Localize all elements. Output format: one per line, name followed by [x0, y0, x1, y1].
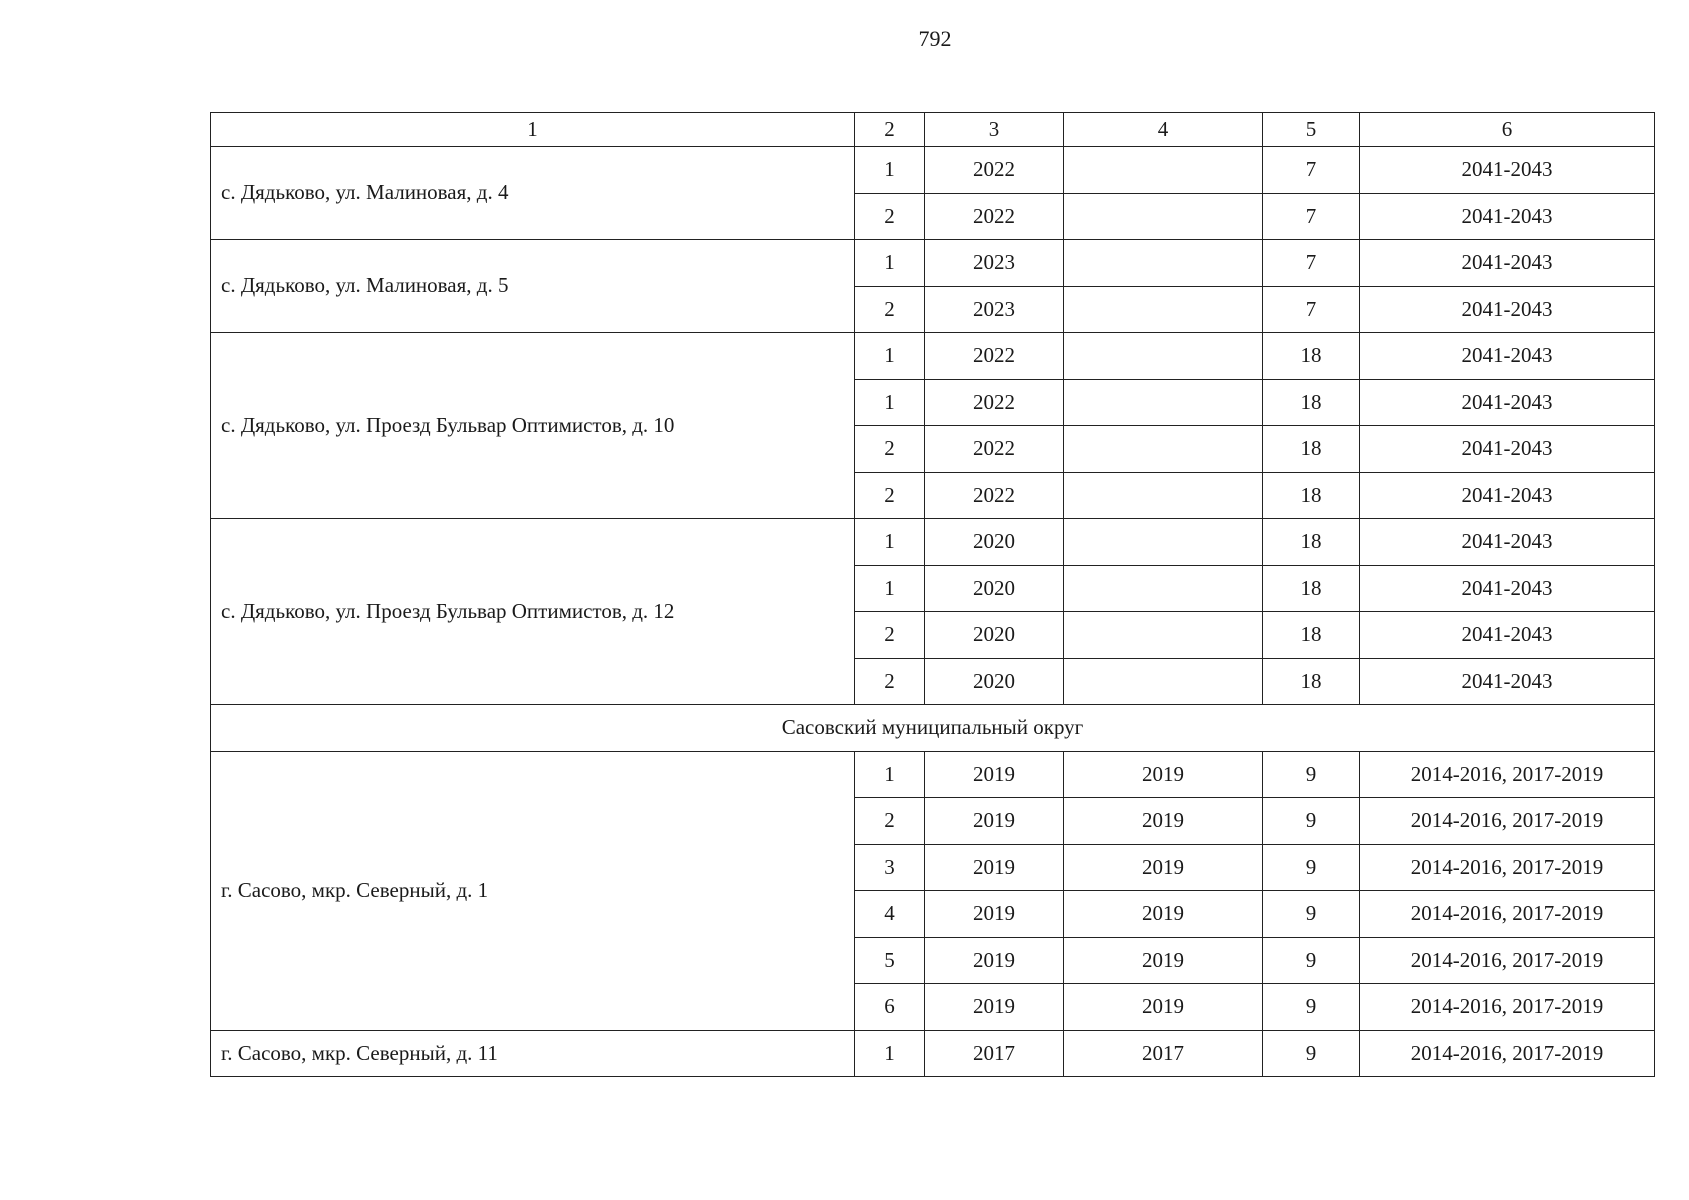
header-cell: 4 — [1064, 113, 1263, 147]
year-cell: 2023 — [925, 240, 1064, 287]
floors-cell: 9 — [1263, 984, 1360, 1031]
table-row — [211, 1030, 1655, 1077]
floors-cell: 9 — [1263, 844, 1360, 891]
entrance-cell: 1 — [855, 751, 925, 798]
period-cell: 2041-2043 — [1360, 472, 1655, 519]
address-cell: с. Дядьково, ул. Проезд Бульвар Оптимистов, д. 12 — [211, 519, 855, 705]
year-done-cell — [1064, 426, 1263, 473]
entrance-cell: 2 — [855, 193, 925, 240]
year-done-cell — [1064, 147, 1263, 194]
address-cell: г. Сасово, мкр. Северный, д. 1 — [211, 751, 855, 1030]
page-number — [0, 26, 1689, 52]
entrance-cell: 5 — [855, 937, 925, 984]
floors-cell: 9 — [1263, 751, 1360, 798]
table-body — [211, 113, 1655, 1077]
floors-cell: 7 — [1263, 193, 1360, 240]
floors-cell: 7 — [1263, 147, 1360, 194]
year-done-cell — [1064, 379, 1263, 426]
period-cell: 2041-2043 — [1360, 658, 1655, 705]
floors-cell: 9 — [1263, 798, 1360, 845]
year-cell: 2019 — [925, 937, 1064, 984]
address-cell: г. Сасово, мкр. Северный, д. 11 — [211, 1030, 855, 1077]
header-cell: 2 — [855, 113, 925, 147]
year-done-cell: 2017 — [1064, 1030, 1263, 1077]
address-cell: с. Дядьково, ул. Малиновая, д. 4 — [211, 147, 855, 240]
floors-cell: 18 — [1263, 519, 1360, 566]
period-cell: 2041-2043 — [1360, 333, 1655, 380]
period-cell: 2014-2016, 2017-2019 — [1360, 798, 1655, 845]
period-cell: 2041-2043 — [1360, 286, 1655, 333]
data-table — [210, 112, 1655, 1077]
floors-cell: 18 — [1263, 426, 1360, 473]
section-title: Сасовский муниципальный округ — [211, 705, 1655, 752]
table-row — [211, 240, 1655, 287]
period-cell: 2014-2016, 2017-2019 — [1360, 937, 1655, 984]
entrance-cell: 2 — [855, 658, 925, 705]
floors-cell: 9 — [1263, 937, 1360, 984]
entrance-cell: 1 — [855, 519, 925, 566]
period-cell: 2014-2016, 2017-2019 — [1360, 844, 1655, 891]
page-number-text: 792 — [918, 26, 952, 51]
section-row — [211, 705, 1655, 752]
year-cell: 2022 — [925, 333, 1064, 380]
period-cell: 2041-2043 — [1360, 147, 1655, 194]
address-cell: с. Дядьково, ул. Проезд Бульвар Оптимистов, д. 10 — [211, 333, 855, 519]
period-cell: 2041-2043 — [1360, 379, 1655, 426]
year-done-cell — [1064, 612, 1263, 659]
entrance-cell: 3 — [855, 844, 925, 891]
table-row — [211, 147, 1655, 194]
year-done-cell — [1064, 565, 1263, 612]
year-cell: 2023 — [925, 286, 1064, 333]
year-cell: 2019 — [925, 798, 1064, 845]
year-done-cell: 2019 — [1064, 937, 1263, 984]
table-row — [211, 751, 1655, 798]
period-cell: 2041-2043 — [1360, 565, 1655, 612]
floors-cell: 18 — [1263, 658, 1360, 705]
year-done-cell: 2019 — [1064, 798, 1263, 845]
period-cell: 2041-2043 — [1360, 519, 1655, 566]
year-done-cell: 2019 — [1064, 751, 1263, 798]
floors-cell: 18 — [1263, 472, 1360, 519]
address-cell: с. Дядьково, ул. Малиновая, д. 5 — [211, 240, 855, 333]
entrance-cell: 1 — [855, 147, 925, 194]
year-done-cell — [1064, 658, 1263, 705]
entrance-cell: 1 — [855, 565, 925, 612]
period-cell: 2014-2016, 2017-2019 — [1360, 751, 1655, 798]
year-done-cell — [1064, 472, 1263, 519]
year-cell: 2017 — [925, 1030, 1064, 1077]
year-done-cell — [1064, 333, 1263, 380]
header-cell: 1 — [211, 113, 855, 147]
year-cell: 2019 — [925, 984, 1064, 1031]
floors-cell: 7 — [1263, 240, 1360, 287]
floors-cell: 9 — [1263, 1030, 1360, 1077]
year-cell: 2022 — [925, 472, 1064, 519]
year-cell: 2022 — [925, 379, 1064, 426]
floors-cell: 9 — [1263, 891, 1360, 938]
year-done-cell: 2019 — [1064, 984, 1263, 1031]
entrance-cell: 4 — [855, 891, 925, 938]
period-cell: 2041-2043 — [1360, 612, 1655, 659]
floors-cell: 18 — [1263, 612, 1360, 659]
period-cell: 2014-2016, 2017-2019 — [1360, 891, 1655, 938]
table-row — [211, 519, 1655, 566]
year-done-cell — [1064, 519, 1263, 566]
entrance-cell: 1 — [855, 240, 925, 287]
year-cell: 2020 — [925, 658, 1064, 705]
year-done-cell: 2019 — [1064, 844, 1263, 891]
period-cell: 2041-2043 — [1360, 426, 1655, 473]
floors-cell: 18 — [1263, 379, 1360, 426]
entrance-cell: 1 — [855, 333, 925, 380]
floors-cell: 18 — [1263, 333, 1360, 380]
year-cell: 2019 — [925, 891, 1064, 938]
year-cell: 2020 — [925, 612, 1064, 659]
year-cell: 2020 — [925, 519, 1064, 566]
year-cell: 2022 — [925, 147, 1064, 194]
entrance-cell: 2 — [855, 426, 925, 473]
entrance-cell: 2 — [855, 612, 925, 659]
header-cell: 6 — [1360, 113, 1655, 147]
header-cell: 5 — [1263, 113, 1360, 147]
period-cell: 2041-2043 — [1360, 240, 1655, 287]
period-cell: 2014-2016, 2017-2019 — [1360, 1030, 1655, 1077]
year-cell: 2022 — [925, 193, 1064, 240]
entrance-cell: 2 — [855, 472, 925, 519]
entrance-cell: 2 — [855, 798, 925, 845]
entrance-cell: 2 — [855, 286, 925, 333]
header-row — [211, 113, 1655, 147]
year-cell: 2019 — [925, 844, 1064, 891]
year-done-cell — [1064, 286, 1263, 333]
year-done-cell — [1064, 193, 1263, 240]
floors-cell: 7 — [1263, 286, 1360, 333]
entrance-cell: 1 — [855, 379, 925, 426]
table-row — [211, 333, 1655, 380]
year-cell: 2022 — [925, 426, 1064, 473]
period-cell: 2014-2016, 2017-2019 — [1360, 984, 1655, 1031]
year-cell: 2020 — [925, 565, 1064, 612]
floors-cell: 18 — [1263, 565, 1360, 612]
year-done-cell: 2019 — [1064, 891, 1263, 938]
year-cell: 2019 — [925, 751, 1064, 798]
header-cell: 3 — [925, 113, 1064, 147]
entrance-cell: 1 — [855, 1030, 925, 1077]
entrance-cell: 6 — [855, 984, 925, 1031]
period-cell: 2041-2043 — [1360, 193, 1655, 240]
year-done-cell — [1064, 240, 1263, 287]
